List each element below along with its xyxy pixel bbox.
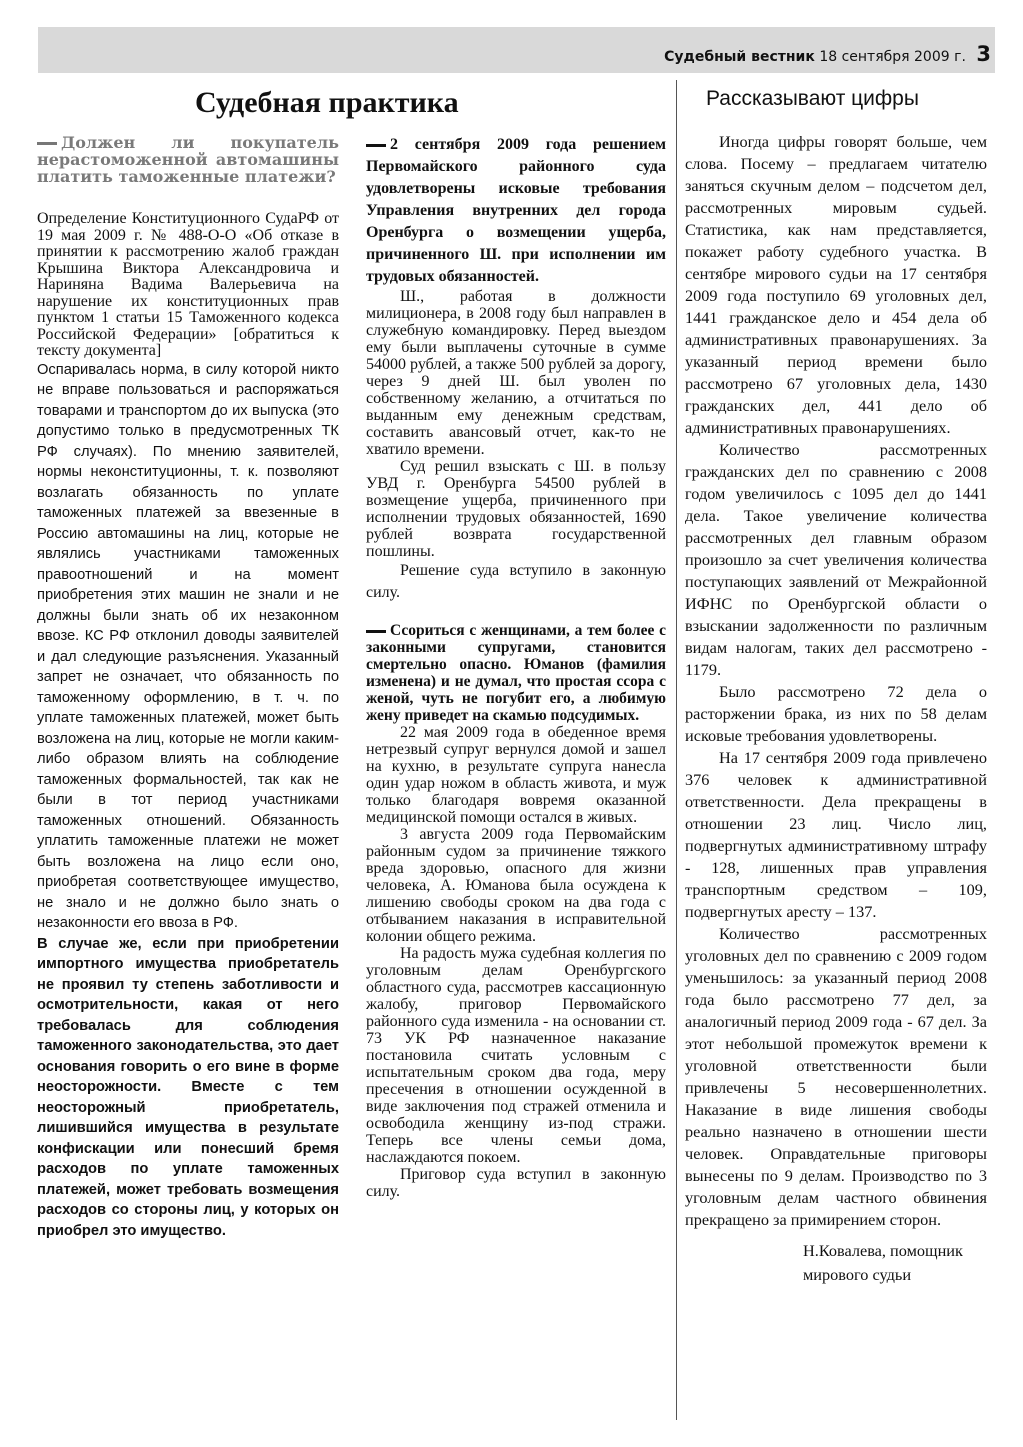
case1-lead: 2 сентября 2009 года решением Первомайского районного суда удовлетворены исковые требования Управления внутренних дел города Оренбурга о возмещении ущерба, причиненного Ш. при исполнении им трудовых обязанностей. <box>366 136 666 285</box>
case1-paragraph: Решение суда вступило в законную силу. <box>366 562 666 601</box>
case2-paragraph: 22 мая 2009 года в обеденное время нетрезвый супруг вернулся домой и зашел на кухню, в результате супруга нанесла один удар ножом в область живота, и муж только благодаря вовремя оказанной медицинской помощи остался в живых. <box>366 724 666 826</box>
column-divider <box>676 80 677 1420</box>
stats-paragraph: Количество рассмотренных уголовных дел по сравнению с 2009 годом уменьшилось: за указанный период 2008 года было рассмотрено 77 дел, за аналогичный период 2009 года - 67 дел. За этот небольшой промежуток времени к уголовной ответственности были привлечены 5 несовершеннолетних. Наказание в виде лишения свободы реально назначено в отношении шести человек. Оправдательные приговоры вынесены по 9 делам. Производство по 3 уголовным делам частного обвинения прекращено за примирением сторон. <box>685 924 987 1229</box>
stats-paragraph: На 17 сентября 2009 года привлечено 376 человек к административной ответственности. Дела прекращены в отношении 23 лиц. Число лиц, подвергнутых административному штрафу - 128, лишенных прав управления транспортным средством – 109, подвергнутых аресту – 137. <box>685 748 987 921</box>
newspaper-name: Судебный вестник <box>664 49 815 65</box>
stats-paragraph: Иногда цифры говорят больше, чем слова. Посему – предлагаем читателю заняться скучным делом – подсчетом дел, рассмотренных мировым судьей. Статистика, как нам представляется, покажет работу судебного участка. В сентябре мирового судьи на 17 сентября 2009 года поступило 69 уголовных дел, 1441 гражданское дело и 454 дела об административных правонарушениях. За указанный период времени было рассмотрено 67 уголовных дела, 1430 гражданских дел, 441 дело об административных правонарушениях. <box>685 132 987 437</box>
case2-paragraph: 3 августа 2009 года Первомайским районным судом за причинение тяжкого вреда здоровью, опасного для жизни человека, А. Юманова была осуждена к лишению свободы сроком на два года с отбыванием наказания в исправительной колонии общего режима. <box>366 826 666 945</box>
article-body: Оспаривалась норма, в силу которой никто не вправе пользоваться и распоряжаться товарами и транспортом до их выпуска (это допустимо только в предусмотренных ТК РФ случаях). По мнению заявителей, нормы неконституционны, т. к. позволяют возлагать обязанность по уплате таможенных платежей за ввезенные в Россию автомашины на лиц, которые не являлись участниками таможенных правоотношений и на момент приобретения этих машин не знали и не должны были знать об их незаконном ввозе. КС РФ отклонил доводы заявителей и дал следующие разъяснения. Указанный запрет не означает, что обязанность по таможенному оформлению, в т. ч. по уплате таможенных платежей, может быть возложена на лиц, которые не могли каким-либо образом влиять на соблюдение таможенных формальностей, так как не были в тот период участниками таможенных отношений. Обязанность уплатить таможенные платежи не может быть возложена на лицо если оно, приобретая соответствующее имущество, не знало и не должно было знать о незаконности его ввоза в РФ. <box>37 361 339 931</box>
issue-date: 18 сентября 2009 г. <box>819 49 966 65</box>
case2-lead: Ссориться с женщинами, а тем более с законными супругами, становится смертельно опасно. Юманов (фамилия изменена) и не думал, что простая ссора с женой, чуть не погубит его, а любимую жену приведет на скамью подсудимых. <box>366 622 666 724</box>
author-position: мирового судьи <box>803 1265 912 1284</box>
section-title: Судебная практика <box>195 86 459 119</box>
sidebar-title: Рассказывают цифры <box>706 87 919 110</box>
dash-icon <box>366 630 386 633</box>
document-reference: Определение Конституционного СудаРФ от 19 мая 2009 г. № 488-О-О «Об отказе в принятии к рассмотрению жалоб граждан Крышина Виктора Александровича и Нариняна Вадима Валерьевича на нарушение их конституционных прав пунктом 1 статьи 15 Таможенного кодекса Российской Федерации» [обратиться к тексту документа] <box>37 210 339 359</box>
article-question: Должен ли покупатель нерастоможенной автомашины платить таможенные платежи? <box>37 133 339 186</box>
dash-icon <box>366 144 386 147</box>
case2-paragraph: На радость мужа судебная коллегия по уголовным делам Оренбургского областного суда, рассмотрев кассационную жалобу, приговор Первомайского районного суда изменила - на основании ст. 73 УК РФ назначенное наказание постановила считать условным с испытательным сроком два года, меру пресечения в отношении осужденной в виде заключения под стражей отменила и освободила женщину из-под стражи. Теперь все члены семьи дома, наслаждаются покоем. <box>366 945 666 1166</box>
case2-paragraph: Приговор суда вступил в законную силу. <box>366 1166 666 1200</box>
dash-icon <box>37 142 57 145</box>
column-statistics <box>685 131 987 1287</box>
author-signature <box>803 1239 987 1287</box>
article-conclusion: В случае же, если при приобретении импортного имущества приобретатель не проявил ту степень заботливости и осмотрительности, какая от него требовалась для соблюдения таможенного законодательства, это дает основания говорить о его вине в форме неосторожности. Вместе с тем неосторожный приобретатель, лишившийся имущества в результате конфискации или понесший бремя расходов по уплате таможенных платежей, может требовать возмещения расходов со стороны лиц, у которых он приобрел это имущество. <box>37 935 339 1239</box>
page-number: 3 <box>976 42 991 66</box>
page-header <box>664 42 991 66</box>
case1-paragraph: Ш., работая в должности милиционера, в 2008 году был направлен в служебную командировку. Перед выездом ему были выплачены суточные в сумме 54000 рублей, а также 500 рублей за дорогу, через 9 дней Ш. был уволен по собственному желанию, а отчитаться по выданным ему денежным средствам, составить авансовый отчет, как-то не хватило времени. <box>366 288 666 458</box>
column-customs <box>37 134 339 1241</box>
author-name: Н.Ковалева, помощник <box>803 1241 963 1260</box>
column-cases <box>366 134 666 1200</box>
case1-paragraph: Суд решил взыскать с Ш. в пользу УВД г. Оренбурга 54500 рублей в возмещение ущерба, причиненного при исполнении трудовых обязанностей, 1690 рублей возврата государственной пошлины. <box>366 458 666 560</box>
stats-paragraph: Было рассмотрено 72 дела о расторжении брака, из них по 58 делам исковые требования удовлетворены. <box>685 682 987 745</box>
stats-paragraph: Количество рассмотренных гражданских дел по сравнению с 2008 годом увеличилось с 1095 дел до 1441 дела. Такое увеличение количества рассмотренных дел главным образом произошло за счет увеличения количества поступающих заявлений от Межрайонной ИФНС по Оренбургской области о взыскании задолженности по различным видам налогам, таких дел рассмотрено - 1179. <box>685 440 987 679</box>
